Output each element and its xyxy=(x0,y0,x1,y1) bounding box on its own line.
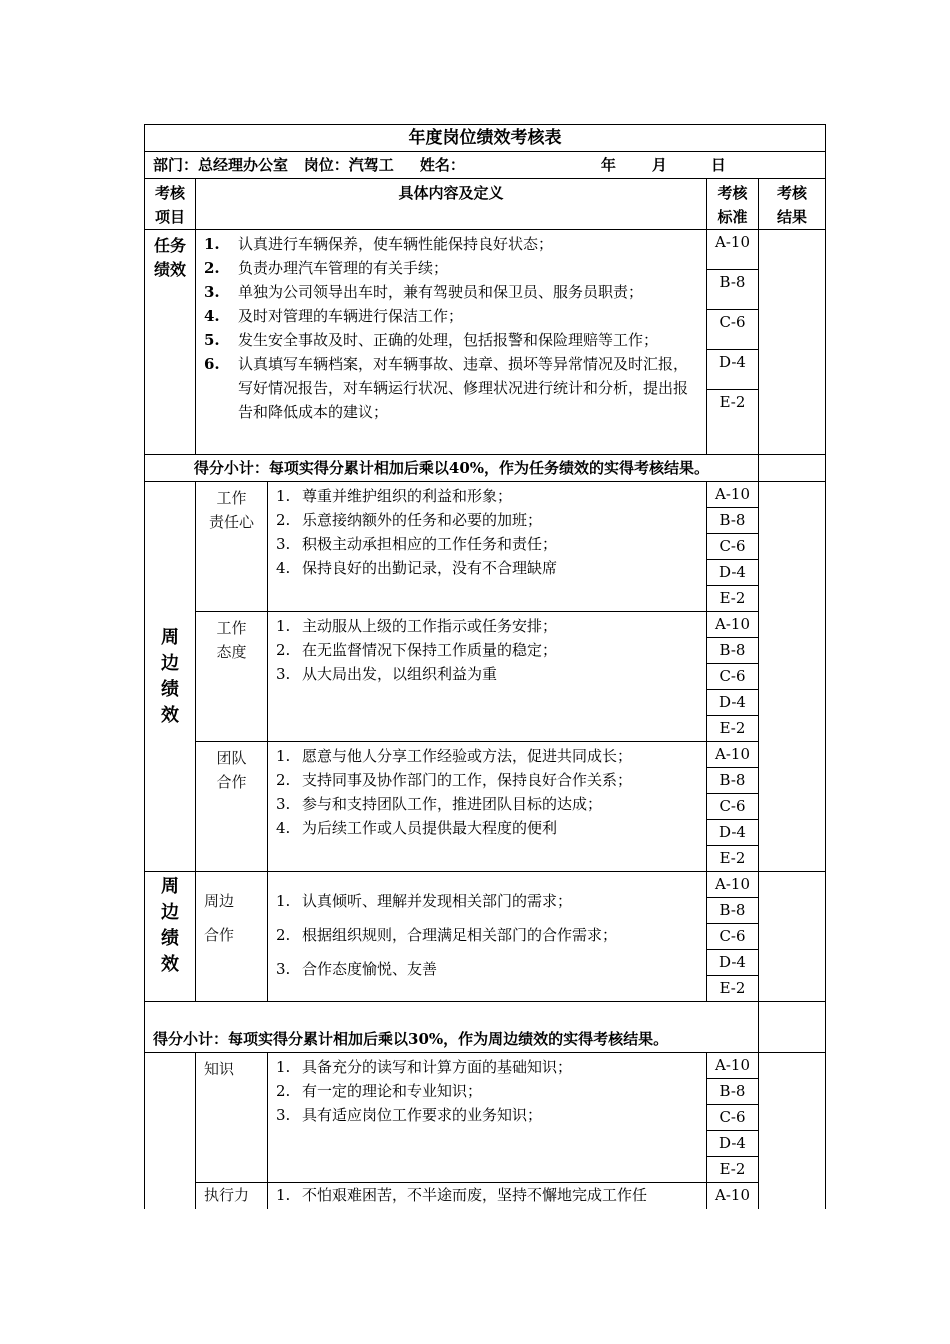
attitude-standards xyxy=(707,612,759,742)
standard-grade[interactable]: E-2 xyxy=(719,849,746,867)
task-subtotal: 得分小计：每项实得分累计相加后乘以40%，作为任务绩效的实得考核结果。 xyxy=(145,455,759,482)
standard-grade[interactable]: B-8 xyxy=(707,270,758,310)
task-items xyxy=(196,230,707,455)
dept-field: 部门：总经理办公室 xyxy=(153,156,289,174)
form-title: 年度岗位绩效考核表 xyxy=(145,125,826,152)
list-item: 1. 不怕艰难困苦，不半途而废，坚持不懈地完成工作任 xyxy=(276,1186,648,1204)
standard-grade[interactable]: B-8 xyxy=(707,768,758,794)
label-responsibility: 工作 责任心 xyxy=(196,482,268,612)
form-header xyxy=(145,152,826,179)
list-item: 5. 发生安全事故及时、正确的处理，包括报警和保险理赔等工作； xyxy=(204,331,659,349)
list-item: 3. 单独为公司领导出车时，兼有驾驶员和保卫员、服务员职责； xyxy=(204,283,644,301)
day-field[interactable]: 日 xyxy=(710,156,726,174)
responsibility-standards xyxy=(707,482,759,612)
standard-grade[interactable]: E-2 xyxy=(719,589,746,607)
list-item: 2. 根据组织规则，合理满足相关部门的合作需求； xyxy=(276,926,618,944)
name-field[interactable]: 姓名： xyxy=(419,156,465,174)
standard-grade[interactable]: E-2 xyxy=(719,393,746,411)
list-item: 3. 具有适应岗位工作要求的业务知识； xyxy=(276,1106,543,1124)
label-teamwork: 团队 合作 xyxy=(196,742,268,872)
ability-result-cell[interactable] xyxy=(759,1053,826,1210)
execution-items xyxy=(268,1183,707,1210)
list-item: 2. 乐意接纳额外的任务和必要的加班； xyxy=(276,511,543,529)
list-item: 2. 有一定的理论和专业知识； xyxy=(276,1082,483,1100)
list-item: 2. 在无监督情况下保持工作质量的稳定； xyxy=(276,641,558,659)
post-field: 岗位：汽驾工 xyxy=(303,156,394,174)
standard-grade[interactable]: C-6 xyxy=(707,1105,758,1131)
group-peripheral-performance: 周 边 绩 效 xyxy=(145,482,196,872)
cooperation-standards xyxy=(707,872,759,1002)
standard-grade[interactable]: E-2 xyxy=(719,1160,746,1178)
list-item: 1. 主动服从上级的工作指示或任务安排； xyxy=(276,617,558,635)
standard-grade[interactable]: C-6 xyxy=(707,310,758,350)
col-header-result: 考核 结果 xyxy=(759,179,826,230)
cooperation-items xyxy=(268,872,707,1002)
knowledge-items xyxy=(268,1053,707,1183)
list-item: 1. 具备充分的读写和计算方面的基础知识； xyxy=(276,1058,573,1076)
appraisal-form xyxy=(144,124,825,1209)
label-knowledge: 知识 xyxy=(196,1053,268,1183)
cooperation-result-cell[interactable] xyxy=(759,872,826,1002)
col-header-item: 考核 项目 xyxy=(145,179,196,230)
standard-grade[interactable]: D-4 xyxy=(707,950,758,976)
task-subtotal-result[interactable] xyxy=(759,455,826,482)
teamwork-standards xyxy=(707,742,759,872)
list-item: 4. 为后续工作或人员提供最大程度的便利 xyxy=(276,819,558,837)
peripheral-result-cell[interactable] xyxy=(759,482,826,872)
standard-grade[interactable]: B-8 xyxy=(707,508,758,534)
standard-grade[interactable]: A-10 xyxy=(707,742,758,768)
list-item: 1. 认真进行车辆保养，使车辆性能保持良好状态； xyxy=(204,235,554,253)
list-item: 4. 保持良好的出勤记录，没有不合理缺席 xyxy=(276,559,558,577)
standard-grade[interactable]: D-4 xyxy=(707,560,758,586)
standard-grade[interactable]: C-6 xyxy=(707,664,758,690)
peripheral-subtotal: 得分小计：每项实得分累计相加后乘以30%，作为周边绩效的实得考核结果。 xyxy=(145,1002,759,1053)
list-item: 3. 从大局出发，以组织利益为重 xyxy=(276,665,498,683)
attitude-items xyxy=(268,612,707,742)
standard-grade[interactable]: A-10 xyxy=(707,1053,758,1079)
standard-grade[interactable]: D-4 xyxy=(707,690,758,716)
standard-grade[interactable]: B-8 xyxy=(707,638,758,664)
teamwork-items xyxy=(268,742,707,872)
standard-grade[interactable]: E-2 xyxy=(719,979,746,997)
responsibility-items xyxy=(268,482,707,612)
knowledge-standards xyxy=(707,1053,759,1183)
list-item: 6. 认真填写车辆档案，对车辆事故、违章、损坏等异常情况及时汇报，写好情况报告，对车辆运行状况、修理状况进行统计和分析，提出报告和降低成本的建议； xyxy=(204,355,689,421)
year-field[interactable]: 年 xyxy=(600,156,616,174)
task-standards xyxy=(707,230,759,455)
group-task-performance: 任务 绩效 xyxy=(145,230,196,455)
list-item: 3. 积极主动承担相应的工作任务和责任； xyxy=(276,535,558,553)
label-execution: 执行力 xyxy=(196,1183,268,1210)
execution-standards xyxy=(707,1183,759,1210)
standard-grade[interactable]: C-6 xyxy=(707,794,758,820)
peripheral-subtotal-result[interactable] xyxy=(759,1002,826,1053)
standard-grade[interactable]: A-10 xyxy=(707,612,758,638)
list-item: 2. 支持同事及协作部门的工作，保持良好合作关系； xyxy=(276,771,633,789)
list-item: 2. 负责办理汽车管理的有关手续； xyxy=(204,259,449,277)
standard-grade[interactable]: D-4 xyxy=(707,350,758,390)
col-header-standard: 考核 标准 xyxy=(707,179,759,230)
standard-grade[interactable]: A-10 xyxy=(707,872,758,898)
standard-grade[interactable]: B-8 xyxy=(707,1079,758,1105)
label-attitude: 工作 态度 xyxy=(196,612,268,742)
standard-grade[interactable]: D-4 xyxy=(707,1131,758,1157)
standard-grade[interactable]: D-4 xyxy=(707,820,758,846)
col-header-content: 具体内容及定义 xyxy=(196,179,707,230)
standard-grade[interactable]: C-6 xyxy=(707,534,758,560)
task-result-cell[interactable] xyxy=(759,230,826,455)
label-cooperation: 周边 合作 xyxy=(196,872,268,1002)
list-item: 1. 认真倾听、理解并发现相关部门的需求； xyxy=(276,892,573,910)
standard-grade[interactable]: A-10 xyxy=(707,230,758,270)
list-item: 1. 尊重并维护组织的利益和形象； xyxy=(276,487,513,505)
standard-grade[interactable]: A-10 xyxy=(707,482,758,508)
group-ability xyxy=(145,1053,196,1210)
list-item: 4. 及时对管理的车辆进行保洁工作； xyxy=(204,307,464,325)
appraisal-table xyxy=(144,124,826,1209)
standard-grade[interactable]: A-10 xyxy=(715,1186,750,1204)
group-peripheral-performance-2: 周 边 绩 效 xyxy=(145,872,196,1002)
standard-grade[interactable]: E-2 xyxy=(719,719,746,737)
standard-grade[interactable]: C-6 xyxy=(707,924,758,950)
month-field[interactable]: 月 xyxy=(651,156,667,174)
list-item: 1. 愿意与他人分享工作经验或方法，促进共同成长； xyxy=(276,747,633,765)
list-item: 3. 参与和支持团队工作，推进团队目标的达成； xyxy=(276,795,603,813)
standard-grade[interactable]: B-8 xyxy=(707,898,758,924)
list-item: 3. 合作态度愉悦、友善 xyxy=(276,960,438,978)
